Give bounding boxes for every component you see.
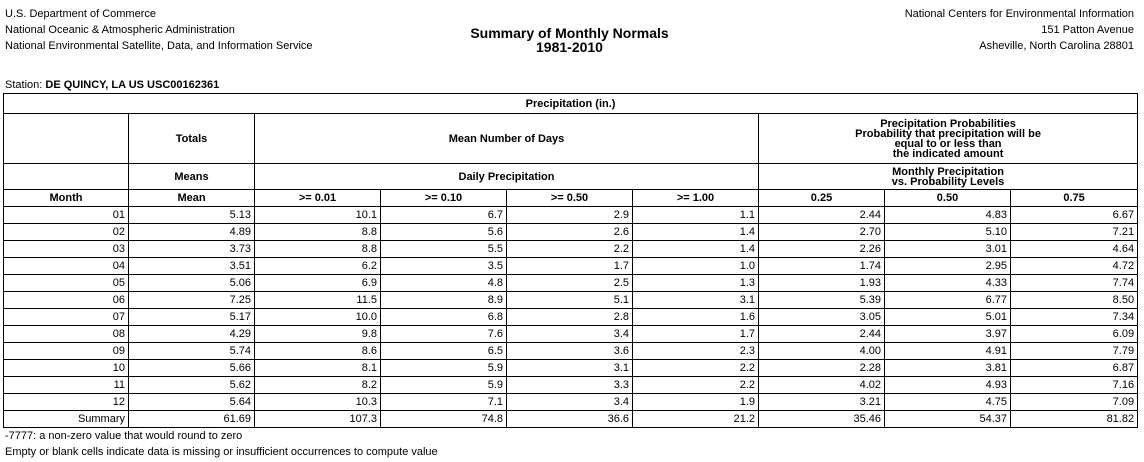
value-cell: 5.1	[507, 292, 633, 309]
table-row	[4, 326, 1138, 343]
value-cell: 11.5	[255, 292, 381, 309]
value-cell: 35.46	[759, 411, 885, 428]
value-cell: 1.4	[633, 224, 759, 241]
value-cell: 2.44	[759, 326, 885, 343]
value-cell: 8.50	[1011, 292, 1138, 309]
value-cell: 1.7	[507, 258, 633, 275]
probabilities-line: Precipitation Probabilities	[880, 117, 1016, 130]
value-cell: 74.8	[381, 411, 507, 428]
precipitation-table	[3, 93, 1138, 428]
table-row	[4, 224, 1138, 241]
table-caption: Precipitation (in.)	[4, 94, 1138, 114]
value-cell: 3.81	[885, 360, 1011, 377]
agency-line: National Oceanic & Atmospheric Administration	[5, 24, 235, 36]
value-cell: 2.28	[759, 360, 885, 377]
value-cell: 2.9	[507, 207, 633, 224]
value-cell: 2.3	[633, 343, 759, 360]
value-cell: 4.00	[759, 343, 885, 360]
agency-line: U.S. Department of Commerce	[5, 8, 156, 20]
value-cell: 6.7	[381, 207, 507, 224]
value-cell: 4.89	[129, 224, 255, 241]
month-cell: 03	[4, 241, 129, 258]
table-row	[4, 377, 1138, 394]
month-cell: 01	[4, 207, 129, 224]
table-row	[4, 309, 1138, 326]
value-cell: 7.34	[1011, 309, 1138, 326]
table-row	[4, 292, 1138, 309]
value-cell: 2.5	[507, 275, 633, 292]
value-cell: 5.6	[381, 224, 507, 241]
value-cell: 4.75	[885, 394, 1011, 411]
value-cell: 4.02	[759, 377, 885, 394]
column-header-ge-001: >= 0.01	[255, 190, 381, 207]
empty-header-cell	[4, 114, 129, 164]
probabilities-line: the indicated amount	[892, 147, 1004, 160]
value-cell: 4.93	[885, 377, 1011, 394]
empty-header-cell	[4, 164, 129, 190]
column-header-ge-050: >= 0.50	[507, 190, 633, 207]
value-cell: 36.6	[507, 411, 633, 428]
footnote: Empty or blank cells indicate data is missing or insufficient occurrences to compute value	[5, 446, 438, 458]
value-cell: 7.21	[1011, 224, 1138, 241]
value-cell: 54.37	[885, 411, 1011, 428]
table-row	[4, 275, 1138, 292]
value-cell: 7.1	[381, 394, 507, 411]
value-cell: 8.2	[255, 377, 381, 394]
month-cell: 08	[4, 326, 129, 343]
value-cell: 3.21	[759, 394, 885, 411]
value-cell: 8.8	[255, 224, 381, 241]
address-line: Asheville, North Carolina 28801	[979, 40, 1134, 52]
means-header: Means	[129, 164, 255, 190]
value-cell: 1.3	[633, 275, 759, 292]
table-body	[4, 207, 1138, 428]
value-cell: 21.2	[633, 411, 759, 428]
value-cell: 2.6	[507, 224, 633, 241]
value-cell: 3.97	[885, 326, 1011, 343]
value-cell: 5.62	[129, 377, 255, 394]
value-cell: 107.3	[255, 411, 381, 428]
value-cell: 3.4	[507, 326, 633, 343]
column-header-month: Month	[4, 190, 129, 207]
probabilities-line: equal to or less than	[894, 137, 1002, 150]
value-cell: 6.2	[255, 258, 381, 275]
column-header-p025: 0.25	[759, 190, 885, 207]
value-cell: 3.1	[633, 292, 759, 309]
value-cell: 7.79	[1011, 343, 1138, 360]
value-cell: 6.09	[1011, 326, 1138, 343]
value-cell: 2.2	[633, 377, 759, 394]
table-row	[4, 258, 1138, 275]
value-cell: 1.9	[633, 394, 759, 411]
month-cell: 11	[4, 377, 129, 394]
probabilities-header	[759, 114, 1138, 164]
value-cell: 3.6	[507, 343, 633, 360]
value-cell: 8.9	[381, 292, 507, 309]
address-line: 151 Patton Avenue	[1041, 24, 1134, 36]
table-row	[4, 241, 1138, 258]
value-cell: 3.1	[507, 360, 633, 377]
daily-precip-header: Daily Precipitation	[255, 164, 759, 190]
month-cell: 07	[4, 309, 129, 326]
value-cell: 1.1	[633, 207, 759, 224]
value-cell: 61.69	[129, 411, 255, 428]
monthly-prob-line: vs. Probability Levels	[891, 175, 1005, 188]
value-cell: 4.64	[1011, 241, 1138, 258]
station-line	[5, 79, 219, 91]
value-cell: 4.29	[129, 326, 255, 343]
value-cell: 3.5	[381, 258, 507, 275]
value-cell: 5.17	[129, 309, 255, 326]
report-title: Summary of Monthly Normals	[470, 25, 669, 41]
address-block	[905, 6, 1134, 54]
value-cell: 5.64	[129, 394, 255, 411]
month-cell: 06	[4, 292, 129, 309]
column-header-ge-100: >= 1.00	[633, 190, 759, 207]
value-cell: 3.73	[129, 241, 255, 258]
value-cell: 1.4	[633, 241, 759, 258]
month-cell: 04	[4, 258, 129, 275]
value-cell: 7.25	[129, 292, 255, 309]
value-cell: 8.6	[255, 343, 381, 360]
month-cell: Summary	[4, 411, 129, 428]
table-row	[4, 360, 1138, 377]
value-cell: 1.7	[633, 326, 759, 343]
column-header-p075: 0.75	[1011, 190, 1138, 207]
value-cell: 7.16	[1011, 377, 1138, 394]
address-line: National Centers for Environmental Information	[904, 8, 1134, 20]
value-cell: 3.05	[759, 309, 885, 326]
value-cell: 7.74	[1011, 275, 1138, 292]
month-cell: 09	[4, 343, 129, 360]
value-cell: 2.70	[759, 224, 885, 241]
value-cell: 4.91	[885, 343, 1011, 360]
value-cell: 5.01	[885, 309, 1011, 326]
value-cell: 2.8	[507, 309, 633, 326]
value-cell: 3.51	[129, 258, 255, 275]
value-cell: 2.95	[885, 258, 1011, 275]
value-cell: 4.8	[381, 275, 507, 292]
value-cell: 5.10	[885, 224, 1011, 241]
value-cell: 10.0	[255, 309, 381, 326]
value-cell: 6.67	[1011, 207, 1138, 224]
value-cell: 3.4	[507, 394, 633, 411]
probabilities-line: Probability that precipitation will be	[855, 127, 1041, 140]
value-cell: 8.1	[255, 360, 381, 377]
value-cell: 6.77	[885, 292, 1011, 309]
value-cell: 5.39	[759, 292, 885, 309]
value-cell: 7.09	[1011, 394, 1138, 411]
value-cell: 5.9	[381, 360, 507, 377]
value-cell: 5.13	[129, 207, 255, 224]
month-cell: 05	[4, 275, 129, 292]
month-cell: 02	[4, 224, 129, 241]
totals-header: Totals	[129, 114, 255, 164]
agency-line: National Environmental Satellite, Data, and Information Service	[5, 40, 313, 52]
station-label: Station:	[5, 79, 43, 91]
value-cell: 10.1	[255, 207, 381, 224]
value-cell: 6.87	[1011, 360, 1138, 377]
column-header-p050: 0.50	[885, 190, 1011, 207]
value-cell: 6.5	[381, 343, 507, 360]
value-cell: 1.93	[759, 275, 885, 292]
column-header-mean: Mean	[129, 190, 255, 207]
value-cell: 2.2	[507, 241, 633, 258]
monthly-prob-line: Monthly Precipitation	[892, 165, 1004, 178]
table-row	[4, 207, 1138, 224]
value-cell: 4.33	[885, 275, 1011, 292]
report-years: 1981-2010	[536, 39, 603, 55]
value-cell: 2.44	[759, 207, 885, 224]
monthly-prob-header	[759, 164, 1138, 190]
month-cell: 12	[4, 394, 129, 411]
footnote: -7777: a non-zero value that would round to zero	[5, 430, 243, 442]
value-cell: 5.66	[129, 360, 255, 377]
station-name: DE QUINCY, LA US USC00162361	[45, 79, 220, 91]
value-cell: 2.26	[759, 241, 885, 258]
value-cell: 4.83	[885, 207, 1011, 224]
month-cell: 10	[4, 360, 129, 377]
column-header-ge-010: >= 0.10	[381, 190, 507, 207]
value-cell: 5.74	[129, 343, 255, 360]
value-cell: 10.3	[255, 394, 381, 411]
value-cell: 3.3	[507, 377, 633, 394]
value-cell: 2.2	[633, 360, 759, 377]
value-cell: 81.82	[1011, 411, 1138, 428]
value-cell: 1.6	[633, 309, 759, 326]
value-cell: 6.9	[255, 275, 381, 292]
value-cell: 3.01	[885, 241, 1011, 258]
value-cell: 6.8	[381, 309, 507, 326]
value-cell: 5.06	[129, 275, 255, 292]
value-cell: 4.72	[1011, 258, 1138, 275]
summary-row	[4, 411, 1138, 428]
value-cell: 7.6	[381, 326, 507, 343]
value-cell: 5.5	[381, 241, 507, 258]
value-cell: 8.8	[255, 241, 381, 258]
value-cell: 1.74	[759, 258, 885, 275]
value-cell: 5.9	[381, 377, 507, 394]
table-row	[4, 343, 1138, 360]
value-cell: 9.8	[255, 326, 381, 343]
value-cell: 1.0	[633, 258, 759, 275]
table-row	[4, 394, 1138, 411]
mean-days-header: Mean Number of Days	[255, 114, 759, 164]
